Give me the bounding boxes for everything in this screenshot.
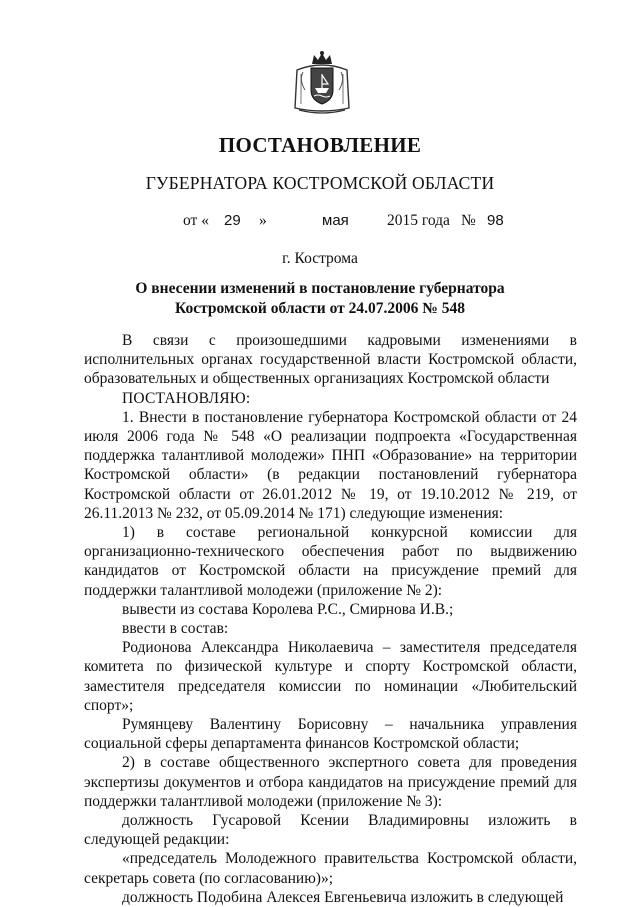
date-day: 29	[224, 212, 241, 229]
city-line: г. Кострома	[282, 250, 358, 267]
coat-of-arms-icon	[289, 50, 355, 116]
issuer-subtitle: ГУБЕРНАТОРА КОСТРОМСКОЙ ОБЛАСТИ	[145, 173, 495, 193]
document-heading	[0, 279, 640, 319]
paragraph: Румянцеву Валентину Борисовну – начальника управления социальной сферы департамента финансов Костромской области;	[84, 716, 577, 753]
paragraph: должность Гусаровой Ксении Владимировны изложить в следующей редакции:	[84, 812, 577, 849]
paragraph: должность Подобина Алексея Евгеньевича изложить в следующей	[122, 888, 564, 906]
paragraph: 1) в составе региональной конкурсной комиссии для организационно-технического обеспечения работ по выдвижению кандидатов от Костромской области на присуждение премий для поддержки талантливой молодежи (приложение № 2):	[84, 524, 577, 599]
paragraph: В связи с произошедшими кадровыми изменениями в исполнительных органах государственной власти Костромской области, образовательных и общественных организациях Костромской области	[84, 332, 577, 388]
heading-line-1: О внесении изменений в постановление губернатора	[135, 280, 505, 297]
date-month: мая	[322, 212, 349, 229]
date-year: 2015 года	[387, 212, 450, 229]
paragraph: вывести из состава Королева Р.С., Смирнова И.В.;	[122, 600, 454, 618]
heading-line-2: Костромской области от 24.07.2006 № 548	[175, 300, 465, 317]
date-day-close: »	[259, 212, 267, 229]
document-body	[84, 331, 577, 907]
paragraph-decree: ПОСТАНОВЛЯЮ:	[122, 389, 251, 407]
paragraph: 1. Внести в постановление губернатора Костромской области от 24 июля 2006 года № 548 «О реализации подпроекта «Государственная поддержка талантливой молодежи» ПНП «Образование» на территории Костромской области» (в редакции постановлений губернатора Костромской области от 26.01.2012 № 19, от 19.10.2012 № 219, от 26.11.2013 № 232, от 05.09.2014 № 171) следующие изменения:	[84, 408, 577, 522]
date-prefix: от «	[183, 212, 209, 229]
paragraph: 2) в составе общественного экспертного совета для проведения экспертизы документов и отбора кандидатов на присуждение премий для поддержки талантливой молодежи (приложение № 3):	[84, 754, 577, 810]
paragraph: ввести в состав:	[122, 620, 229, 638]
document-number: 98	[487, 212, 504, 229]
paragraph: Родионова Александра Николаевича – заместителя председателя комитета по физической культуре и спорту Костромской области, заместителя председателя комиссии по номинации «Любительский спорт»;	[84, 639, 577, 714]
date-line	[0, 212, 640, 234]
number-sign: №	[461, 212, 476, 229]
paragraph: «председатель Молодежного правительства Костромской области, секретарь совета (по согласованию)»;	[84, 850, 577, 887]
document-type-title: ПОСТАНОВЛЕНИЕ	[218, 133, 422, 157]
